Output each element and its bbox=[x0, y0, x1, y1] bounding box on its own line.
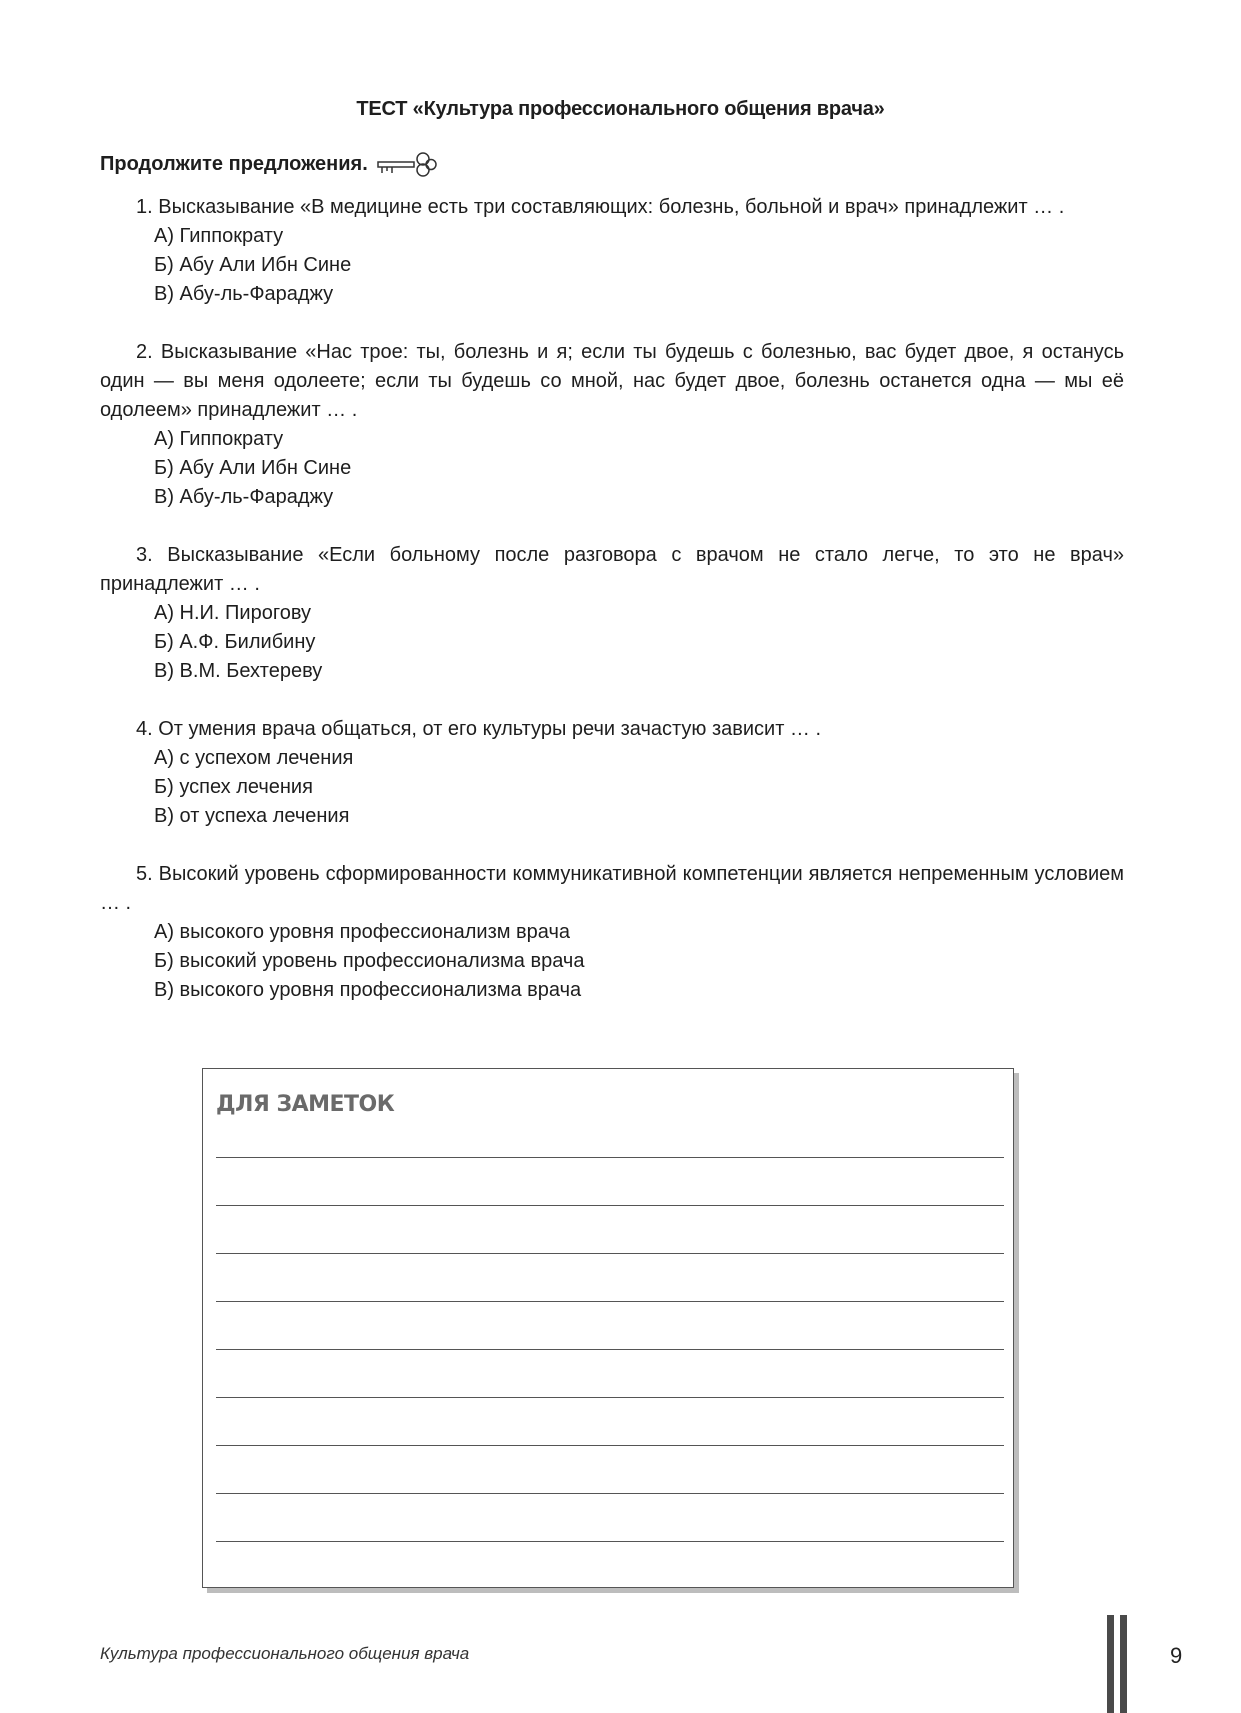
question-1 bbox=[100, 193, 1124, 309]
question-5 bbox=[100, 860, 1124, 1005]
footer-bar bbox=[1120, 1615, 1127, 1713]
note-line bbox=[216, 1541, 1004, 1542]
question-2 bbox=[100, 338, 1124, 512]
answer-option: Б) А.Ф. Билибину bbox=[154, 631, 316, 653]
answer-option: А) Гиппократу bbox=[154, 225, 284, 247]
footer-bar bbox=[1107, 1615, 1114, 1713]
note-line bbox=[216, 1349, 1004, 1350]
answer-option: Б) Абу Али Ибн Сине bbox=[154, 457, 352, 479]
question-text: 3. Высказывание «Если больному после разговора с врачом не стало легче, то это не врач» принадлежит … . bbox=[100, 544, 1124, 595]
instruction bbox=[100, 151, 438, 177]
notes-title: ДЛЯ ЗАМЕТОК bbox=[216, 1092, 395, 1117]
question-4 bbox=[100, 715, 1124, 831]
answer-option: А) высокого уровня профессионализм врача bbox=[154, 921, 571, 943]
answer-option: Б) высокий уровень профессионализма врача bbox=[154, 950, 585, 972]
notes-box bbox=[202, 1068, 1014, 1588]
answer-option: В) Абу-ль-Фараджу bbox=[154, 486, 334, 508]
answer-option: А) с успехом лечения bbox=[154, 747, 354, 769]
instruction-text: Продолжите предложения. bbox=[100, 152, 368, 175]
note-line bbox=[216, 1157, 1004, 1158]
note-line bbox=[216, 1493, 1004, 1494]
answer-option: В) высокого уровня профессионализма врача bbox=[154, 979, 582, 1001]
question-text: 1. Высказывание «В медицине есть три составляющих: болезнь, больной и врач» принадлежит … . bbox=[136, 196, 1065, 218]
answer-option: В) В.М. Бехтереву bbox=[154, 660, 323, 682]
note-line bbox=[216, 1397, 1004, 1398]
question-list bbox=[100, 193, 1124, 1034]
note-line bbox=[216, 1205, 1004, 1206]
question-text: 4. От умения врача общаться, от его культуры речи зачастую зависит … . bbox=[136, 718, 822, 740]
question-text: 5. Высокий уровень сформированности коммуникативной компетенции является непременным условием … . bbox=[100, 863, 1124, 914]
note-line bbox=[216, 1445, 1004, 1446]
answer-option: В) Абу-ль-Фараджу bbox=[154, 283, 334, 305]
page-number: 9 bbox=[1170, 1643, 1183, 1668]
question-3 bbox=[100, 541, 1124, 686]
question-text: 2. Высказывание «Нас трое: ты, болезнь и я; если ты будешь с болезнью, вас будет двое, я останусь один — вы меня одолеете; если ты будешь со мной, нас будет двое, болезнь останется одна — мы её одолеем» принадлежит … . bbox=[100, 341, 1124, 421]
note-line bbox=[216, 1253, 1004, 1254]
footer-running-title: Культура профессионального общения врача bbox=[100, 1644, 470, 1663]
answer-option: А) Н.И. Пирогову bbox=[154, 602, 312, 624]
answer-option: В) от успеха лечения bbox=[154, 805, 350, 827]
page-title: ТЕСТ «Культура профессионального общения врача» bbox=[356, 98, 885, 120]
answer-option: Б) успех лечения bbox=[154, 776, 313, 798]
key-icon bbox=[376, 151, 438, 177]
note-line bbox=[216, 1301, 1004, 1302]
answer-option: Б) Абу Али Ибн Сине bbox=[154, 254, 352, 276]
answer-option: А) Гиппократу bbox=[154, 428, 284, 450]
